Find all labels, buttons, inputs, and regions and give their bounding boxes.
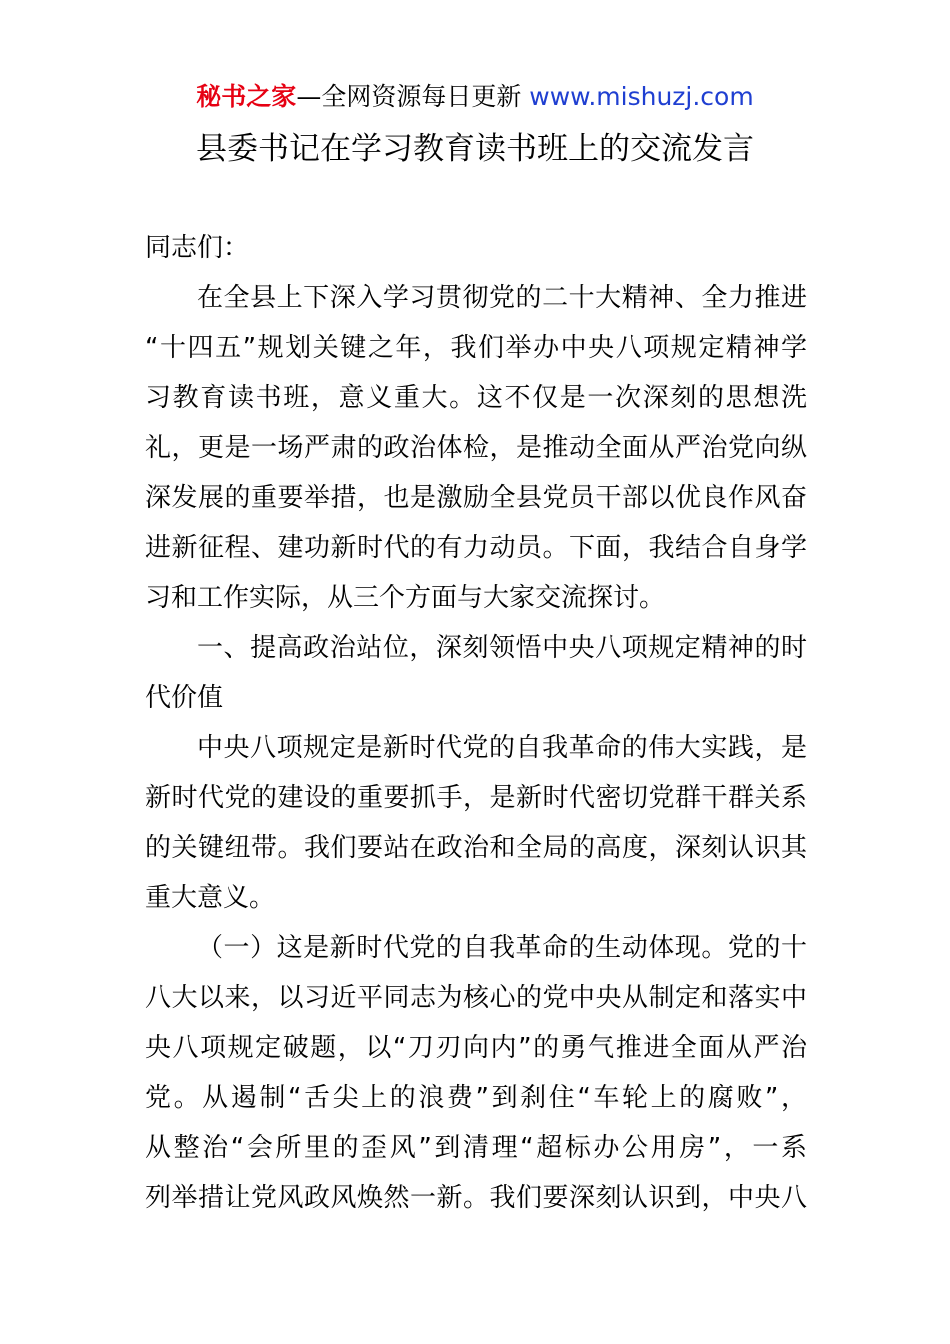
subsection-line: （一）这是新时代党的自我革命的生动体现。党的十 [197,933,807,963]
paragraph-line: 新时代党的建设的重要抓手，是新时代密切党群干群关系 [145,783,807,813]
paragraph-line: 中央八项规定是新时代党的自我革命的伟大实践，是 [197,733,807,763]
site-tagline: —全网资源每日更新 [296,82,522,111]
site-header [0,80,950,114]
paragraph-line: “十四五”规划关键之年，我们举办中央八项规定精神学 [145,333,807,363]
document-title: 县委书记在学习教育读书班上的交流发言 [196,131,754,167]
paragraph-line: 在全县上下深入学习贯彻党的二十大精神、全力推进 [197,283,807,313]
paragraph-line: 党。从遏制“舌尖上的浪费”到刹住“车轮上的腐败”， [145,1083,807,1113]
brand-name: 秘书之家 [196,82,297,111]
document-body [145,223,807,1223]
paragraph-line: 央八项规定破题，以“刀刃向内”的勇气推进全面从严治 [145,1033,807,1063]
site-url-link[interactable]: www.mishuzj.com [529,82,754,111]
paragraph-line: 重大意义。 [145,883,276,913]
paragraph-line: 进新征程、建功新时代的有力动员。下面，我结合自身学 [145,533,807,563]
section-heading-line: 一、提高政治站位，深刻领悟中央八项规定精神的时 [197,633,807,663]
paragraph-line: 列举措让党风政风焕然一新。我们要深刻认识到，中央八 [145,1183,807,1213]
salutation: 同志们： [145,233,250,263]
paragraph-line: 深发展的重要举措，也是激励全县党员干部以优良作风奋 [145,483,807,513]
paragraph-line: 的关键纽带。我们要站在政治和全局的高度，深刻认识其 [145,833,807,863]
section-heading-line: 代价值 [145,683,224,713]
paragraph-line: 习和工作实际，从三个方面与大家交流探讨。 [145,583,666,613]
paragraph-line: 八大以来，以习近平同志为核心的党中央从制定和落实中 [145,983,807,1013]
paragraph-line: 习教育读书班，意义重大。这不仅是一次深刻的思想洗 [145,383,807,413]
paragraph-line: 礼，更是一场严肃的政治体检，是推动全面从严治党向纵 [145,433,807,463]
paragraph-line: 从整治“会所里的歪风”到清理“超标办公用房”，一系 [145,1133,807,1163]
